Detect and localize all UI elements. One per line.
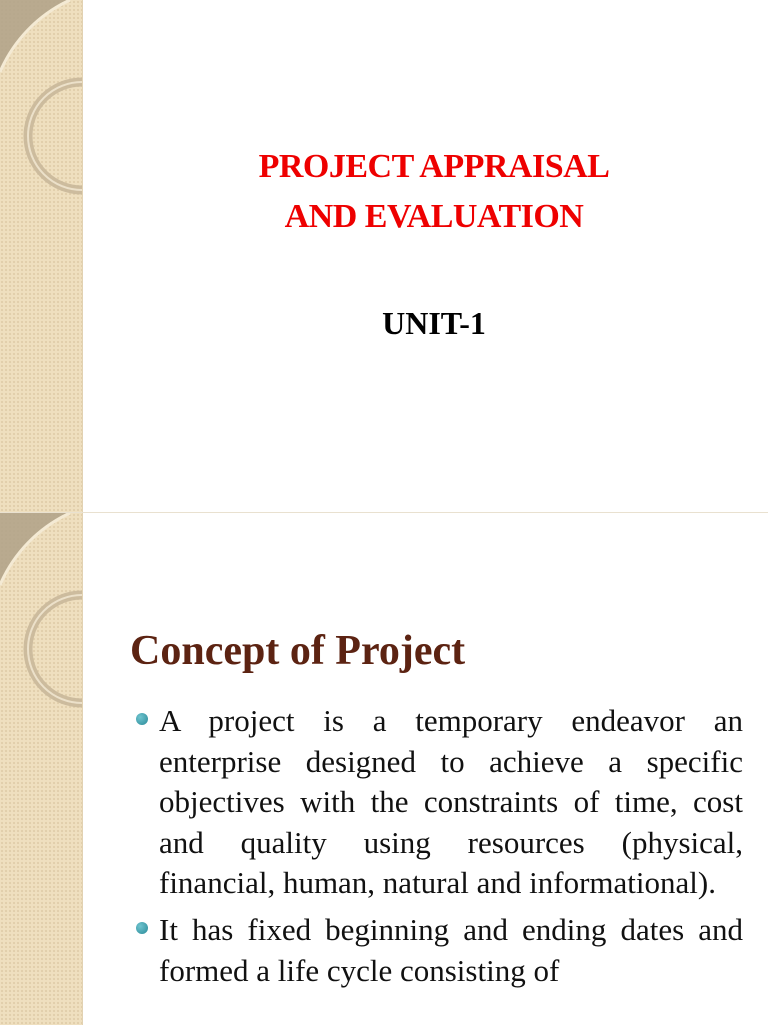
title-line-1: PROJECT APPRAISAL: [258, 148, 610, 185]
bullet-item: A project is a temporary endeavor an enterprise designed to achieve a specific objectives with the constraints of time, cost and quality using resources (physical, financial, human, natural and informational).: [133, 701, 743, 904]
circle-ring-icon: [0, 0, 82, 220]
bullet-list: [133, 701, 743, 997]
decorative-sidebar: [0, 513, 83, 1025]
unit-subtitle: UNIT-1: [382, 305, 486, 341]
slide-title: [0, 0, 768, 512]
bullet-item: It has fixed beginning and ending dates and formed a life cycle consisting of: [133, 910, 743, 991]
circle-ring-icon: [0, 513, 82, 733]
decorative-sidebar: [0, 0, 83, 512]
title-line-2: AND EVALUATION: [284, 198, 584, 235]
slide-heading: Concept of Project: [130, 628, 466, 674]
slide-concept: [0, 512, 768, 1025]
slide-title-text: [100, 142, 768, 242]
